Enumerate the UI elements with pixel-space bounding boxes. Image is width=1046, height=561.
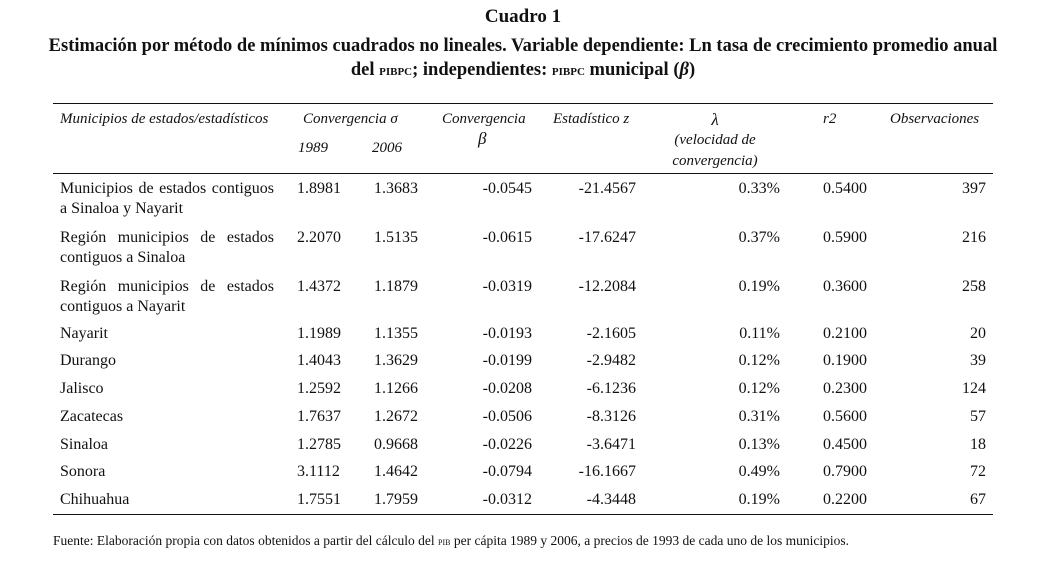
cell-sigma-1989: 1.7637 (297, 408, 341, 425)
cell-sigma-1989: 1.4372 (297, 278, 341, 295)
header-lambda-sub-2: convergencia) (672, 153, 758, 169)
cell-beta: -0.0199 (482, 352, 532, 369)
header-rule (53, 173, 993, 174)
cell-sigma-1989: 1.2785 (297, 436, 341, 453)
cell-r2: 0.4500 (823, 436, 867, 453)
header-1989: 1989 (298, 140, 328, 156)
row-municipio: Región municipios de estados contiguos a Nayarit (60, 278, 274, 315)
header-beta-symbol: β (478, 129, 487, 148)
cell-lambda: 0.31% (738, 408, 780, 425)
cell-lambda: 0.13% (738, 436, 780, 453)
cell-observaciones: 39 (970, 352, 986, 369)
table-title-line-2: del pibpc; independientes: pibpc municipal (β) (350, 60, 696, 80)
cell-beta: -0.0794 (482, 463, 532, 480)
cell-observaciones: 216 (962, 229, 986, 246)
cell-sigma-1989: 2.2070 (297, 229, 341, 246)
top-rule (53, 103, 993, 104)
cell-lambda: 0.12% (738, 352, 780, 369)
cell-z: -6.1236 (586, 380, 636, 397)
cell-z: -8.3126 (586, 408, 636, 425)
cell-z: -4.3448 (586, 491, 636, 508)
header-lambda-sub-1: (velocidad de (674, 132, 756, 148)
cell-r2: 0.2100 (823, 325, 867, 342)
cell-r2: 0.2200 (823, 491, 867, 508)
cell-r2: 0.5400 (823, 180, 867, 197)
cell-z: -2.9482 (586, 352, 636, 369)
cell-sigma-2006: 1.1355 (374, 325, 418, 342)
cell-z: -21.4567 (578, 180, 636, 197)
cell-observaciones: 258 (962, 278, 986, 295)
cell-z: -17.6247 (578, 229, 636, 246)
cell-r2: 0.5600 (823, 408, 867, 425)
header-lambda: λ (711, 110, 719, 129)
cell-beta: -0.0615 (482, 229, 532, 246)
cell-lambda: 0.49% (738, 463, 780, 480)
header-2006: 2006 (372, 140, 402, 156)
row-municipio: Región municipios de estados contiguos a Sinaloa (60, 229, 274, 266)
cell-sigma-2006: 1.2672 (374, 408, 418, 425)
row-municipio: Durango (60, 352, 116, 369)
row-municipio: Municipios de estados contiguos a Sinaloa y Nayarit (60, 180, 274, 217)
cell-lambda: 0.37% (738, 229, 780, 246)
row-municipio: Chihuahua (60, 491, 130, 508)
header-municipios: Municipios de estados/estadísticos (60, 111, 269, 127)
cell-sigma-2006: 1.3683 (374, 180, 418, 197)
row-municipio: Jalisco (60, 380, 104, 397)
cell-lambda: 0.33% (738, 180, 780, 197)
table-number: Cuadro 1 (484, 6, 562, 27)
cell-sigma-2006: 1.1879 (374, 278, 418, 295)
cell-observaciones: 57 (970, 408, 986, 425)
cell-beta: -0.0545 (482, 180, 532, 197)
cell-beta: -0.0319 (482, 278, 532, 295)
cell-sigma-2006: 1.1266 (374, 380, 418, 397)
cell-lambda: 0.11% (739, 325, 780, 342)
cell-r2: 0.1900 (823, 352, 867, 369)
header-convergencia-sigma: Convergencia σ (303, 111, 398, 127)
cell-r2: 0.2300 (823, 380, 867, 397)
cell-beta: -0.0506 (482, 408, 532, 425)
cell-sigma-2006: 0.9668 (374, 436, 418, 453)
source-note: Fuente: Elaboración propia con datos obtenidos a partir del cálculo del pib per cápita 1989 y 2006, a precios de 1993 de cada uno de los municipios. (53, 533, 849, 548)
cell-z: -16.1667 (578, 463, 636, 480)
row-municipio: Sinaloa (60, 436, 108, 453)
cell-sigma-2006: 1.3629 (374, 352, 418, 369)
cell-z: -12.2084 (578, 278, 636, 295)
cell-sigma-2006: 1.7959 (374, 491, 418, 508)
cell-beta: -0.0226 (482, 436, 532, 453)
bottom-rule (53, 514, 993, 515)
cell-lambda: 0.19% (738, 278, 780, 295)
cell-r2: 0.5900 (823, 229, 867, 246)
cell-z: -3.6471 (586, 436, 636, 453)
cell-r2: 0.3600 (823, 278, 867, 295)
cell-beta: -0.0193 (482, 325, 532, 342)
cell-sigma-2006: 1.5135 (374, 229, 418, 246)
cell-beta: -0.0312 (482, 491, 532, 508)
cell-sigma-2006: 1.4642 (374, 463, 418, 480)
cell-sigma-1989: 1.2592 (297, 380, 341, 397)
header-estadistico-z: Estadístico z (553, 111, 630, 127)
cell-observaciones: 20 (970, 325, 986, 342)
cell-lambda: 0.19% (738, 491, 780, 508)
cell-beta: -0.0208 (482, 380, 532, 397)
row-municipio: Sonora (60, 463, 106, 480)
cell-observaciones: 124 (962, 380, 986, 397)
cell-sigma-1989: 3.1112 (297, 463, 340, 480)
cell-r2: 0.7900 (823, 463, 867, 480)
cell-sigma-1989: 1.1989 (297, 325, 341, 342)
table-title-line-1: Estimación por método de mínimos cuadrados no lineales. Variable dependiente: Ln tasa de crecimiento promedio anual (48, 36, 998, 56)
row-municipio: Nayarit (60, 325, 108, 342)
row-municipio: Zacatecas (60, 408, 124, 425)
cell-lambda: 0.12% (738, 380, 780, 397)
header-convergencia-beta: Convergencia (442, 111, 526, 127)
cell-sigma-1989: 1.8981 (297, 180, 341, 197)
header-r2: r2 (823, 111, 837, 127)
cell-observaciones: 72 (970, 463, 986, 480)
cell-sigma-1989: 1.7551 (297, 491, 341, 508)
cell-sigma-1989: 1.4043 (297, 352, 341, 369)
cell-z: -2.1605 (586, 325, 636, 342)
cell-observaciones: 397 (962, 180, 986, 197)
cell-observaciones: 18 (970, 436, 986, 453)
header-observaciones: Observaciones (890, 111, 980, 127)
cell-observaciones: 67 (970, 491, 986, 508)
